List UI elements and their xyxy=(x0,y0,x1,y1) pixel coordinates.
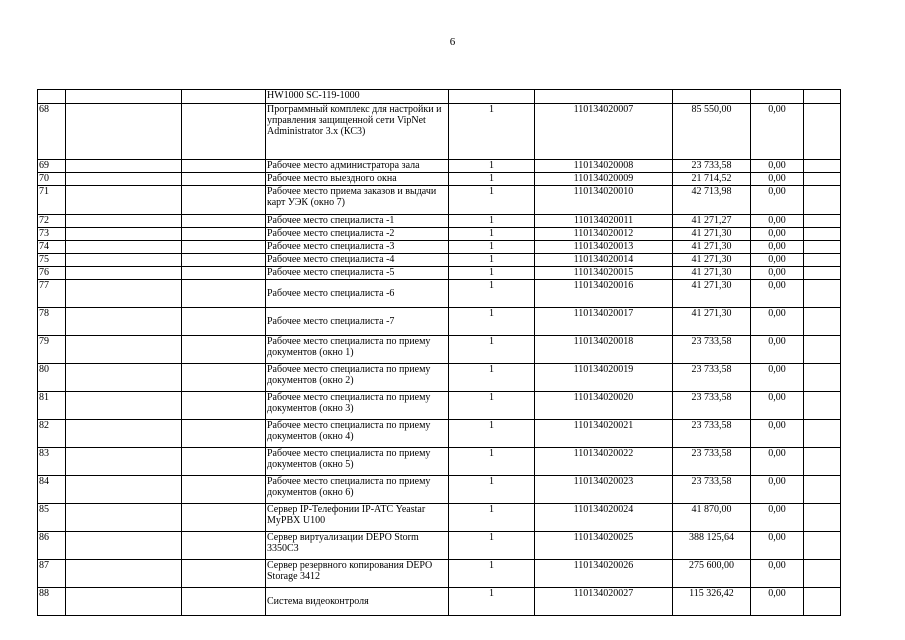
cell-empty-1 xyxy=(66,90,182,104)
table-row xyxy=(38,364,841,392)
cell-inv: 110134020023 xyxy=(535,476,673,504)
cell-num: 74 xyxy=(38,241,66,254)
cell-qty: 1 xyxy=(449,532,535,560)
cell-num: 78 xyxy=(38,308,66,336)
cell-qty: 1 xyxy=(449,336,535,364)
cell-empty-2 xyxy=(182,476,266,504)
cell-cost: 41 271,30 xyxy=(673,280,751,308)
cell-empty-2 xyxy=(182,420,266,448)
cell-cost: 115 326,42 xyxy=(673,588,751,616)
cell-empty-2 xyxy=(182,254,266,267)
cell-depr: 0,00 xyxy=(751,532,804,560)
cell-inv: 110134020015 xyxy=(535,267,673,280)
cell-name: Рабочее место специалиста -5 xyxy=(266,267,449,280)
cell-empty-3 xyxy=(804,241,841,254)
cell-depr: 0,00 xyxy=(751,254,804,267)
table-row xyxy=(38,104,841,160)
cell-cost: 23 733,58 xyxy=(673,336,751,364)
cell-cost: 21 714,52 xyxy=(673,173,751,186)
cell-empty-2 xyxy=(182,186,266,215)
cell-empty-1 xyxy=(66,420,182,448)
asset-table xyxy=(37,89,841,616)
cell-depr: 0,00 xyxy=(751,215,804,228)
cell-name: Сервер резервного копирования DEPO Storage 3412 xyxy=(266,560,449,588)
cell-cost: 23 733,58 xyxy=(673,364,751,392)
cell-qty: 1 xyxy=(449,588,535,616)
table-row xyxy=(38,241,841,254)
cell-empty-1 xyxy=(66,280,182,308)
cell-qty: 1 xyxy=(449,364,535,392)
cell-empty-1 xyxy=(66,104,182,160)
cell-empty-1 xyxy=(66,215,182,228)
cell-num: 84 xyxy=(38,476,66,504)
cell-empty-1 xyxy=(66,241,182,254)
cell-empty-1 xyxy=(66,448,182,476)
cell-empty-1 xyxy=(66,267,182,280)
cell-cost: 41 870,00 xyxy=(673,504,751,532)
cell-num: 73 xyxy=(38,228,66,241)
cell-empty-1 xyxy=(66,364,182,392)
cell-depr: 0,00 xyxy=(751,280,804,308)
cell-empty-3 xyxy=(804,560,841,588)
cell-depr: 0,00 xyxy=(751,364,804,392)
cell-inv: 110134020008 xyxy=(535,160,673,173)
cell-depr xyxy=(751,90,804,104)
cell-qty: 1 xyxy=(449,476,535,504)
cell-name: HW1000 SC-119-1000 xyxy=(266,90,449,104)
cell-cost: 23 733,58 xyxy=(673,160,751,173)
cell-cost: 41 271,27 xyxy=(673,215,751,228)
cell-num: 80 xyxy=(38,364,66,392)
table-row xyxy=(38,215,841,228)
cell-qty xyxy=(449,90,535,104)
table-row xyxy=(38,588,841,616)
cell-empty-2 xyxy=(182,241,266,254)
cell-cost: 41 271,30 xyxy=(673,308,751,336)
cell-num: 68 xyxy=(38,104,66,160)
cell-name: Сервер виртуализации DEPO Storm 3350C3 xyxy=(266,532,449,560)
cell-depr: 0,00 xyxy=(751,267,804,280)
cell-name: Рабочее место специалиста -7 xyxy=(266,308,449,336)
table-row xyxy=(38,392,841,420)
cell-num: 83 xyxy=(38,448,66,476)
cell-name: Рабочее место специалиста по приему документов (окно 6) xyxy=(266,476,449,504)
cell-inv: 110134020009 xyxy=(535,173,673,186)
cell-empty-3 xyxy=(804,90,841,104)
cell-num: 81 xyxy=(38,392,66,420)
cell-qty: 1 xyxy=(449,267,535,280)
cell-empty-2 xyxy=(182,267,266,280)
cell-empty-3 xyxy=(804,504,841,532)
table-body xyxy=(38,90,841,616)
cell-num: 75 xyxy=(38,254,66,267)
cell-depr: 0,00 xyxy=(751,504,804,532)
table-row xyxy=(38,476,841,504)
cell-num: 72 xyxy=(38,215,66,228)
cell-inv: 110134020007 xyxy=(535,104,673,160)
cell-cost: 41 271,30 xyxy=(673,267,751,280)
cell-empty-2 xyxy=(182,364,266,392)
cell-cost: 23 733,58 xyxy=(673,392,751,420)
cell-empty-1 xyxy=(66,336,182,364)
cell-cost: 85 550,00 xyxy=(673,104,751,160)
cell-cost: 41 271,30 xyxy=(673,241,751,254)
cell-depr: 0,00 xyxy=(751,308,804,336)
cell-empty-2 xyxy=(182,173,266,186)
cell-qty: 1 xyxy=(449,228,535,241)
cell-cost: 23 733,58 xyxy=(673,476,751,504)
cell-empty-1 xyxy=(66,308,182,336)
cell-name: Сервер IP-Телефонии IP-АТС Yeastar MyPBX U100 xyxy=(266,504,449,532)
cell-empty-2 xyxy=(182,336,266,364)
cell-cost: 23 733,58 xyxy=(673,448,751,476)
table-row xyxy=(38,254,841,267)
cell-empty-1 xyxy=(66,228,182,241)
cell-name: Рабочее место специалиста по приему документов (окно 1) xyxy=(266,336,449,364)
cell-empty-2 xyxy=(182,504,266,532)
cell-depr: 0,00 xyxy=(751,588,804,616)
cell-num: 87 xyxy=(38,560,66,588)
cell-empty-2 xyxy=(182,160,266,173)
cell-empty-3 xyxy=(804,186,841,215)
table-row xyxy=(38,336,841,364)
cell-name: Рабочее место специалиста по приему документов (окно 5) xyxy=(266,448,449,476)
cell-empty-3 xyxy=(804,267,841,280)
cell-qty: 1 xyxy=(449,215,535,228)
cell-depr: 0,00 xyxy=(751,560,804,588)
cell-empty-2 xyxy=(182,308,266,336)
cell-qty: 1 xyxy=(449,241,535,254)
cell-empty-2 xyxy=(182,215,266,228)
cell-depr: 0,00 xyxy=(751,160,804,173)
cell-num: 86 xyxy=(38,532,66,560)
cell-cost: 23 733,58 xyxy=(673,420,751,448)
cell-inv: 110134020017 xyxy=(535,308,673,336)
cell-empty-1 xyxy=(66,160,182,173)
cell-empty-3 xyxy=(804,420,841,448)
cell-empty-3 xyxy=(804,392,841,420)
table-row xyxy=(38,173,841,186)
cell-num: 69 xyxy=(38,160,66,173)
cell-num: 85 xyxy=(38,504,66,532)
cell-empty-2 xyxy=(182,90,266,104)
cell-name: Программный комплекс для настройки и управления защищенной сети VipNet Administrator 3.x (КС3) xyxy=(266,104,449,160)
cell-name: Рабочее место специалиста -1 xyxy=(266,215,449,228)
cell-inv: 110134020011 xyxy=(535,215,673,228)
table-row xyxy=(38,448,841,476)
cell-inv: 110134020020 xyxy=(535,392,673,420)
cell-empty-3 xyxy=(804,254,841,267)
table-row xyxy=(38,186,841,215)
cell-empty-2 xyxy=(182,392,266,420)
cell-qty: 1 xyxy=(449,173,535,186)
cell-name: Рабочее место специалиста -3 xyxy=(266,241,449,254)
cell-name: Рабочее место специалиста -2 xyxy=(266,228,449,241)
cell-name: Система видеоконтроля xyxy=(266,588,449,616)
cell-empty-3 xyxy=(804,308,841,336)
table-row xyxy=(38,280,841,308)
cell-cost: 41 271,30 xyxy=(673,254,751,267)
cell-depr: 0,00 xyxy=(751,392,804,420)
cell-depr: 0,00 xyxy=(751,448,804,476)
cell-depr: 0,00 xyxy=(751,336,804,364)
table-row-continuation xyxy=(38,90,841,104)
cell-name: Рабочее место специалиста по приему документов (окно 3) xyxy=(266,392,449,420)
cell-qty: 1 xyxy=(449,392,535,420)
cell-empty-3 xyxy=(804,448,841,476)
cell-depr: 0,00 xyxy=(751,476,804,504)
cell-empty-1 xyxy=(66,476,182,504)
cell-cost: 42 713,98 xyxy=(673,186,751,215)
cell-empty-1 xyxy=(66,254,182,267)
cell-inv: 110134020022 xyxy=(535,448,673,476)
cell-empty-3 xyxy=(804,280,841,308)
cell-inv: 110134020016 xyxy=(535,280,673,308)
cell-qty: 1 xyxy=(449,560,535,588)
cell-empty-2 xyxy=(182,228,266,241)
cell-empty-1 xyxy=(66,504,182,532)
cell-cost xyxy=(673,90,751,104)
cell-num: 79 xyxy=(38,336,66,364)
cell-empty-1 xyxy=(66,186,182,215)
cell-empty-3 xyxy=(804,588,841,616)
cell-empty-3 xyxy=(804,104,841,160)
table-row xyxy=(38,504,841,532)
cell-empty-2 xyxy=(182,448,266,476)
cell-qty: 1 xyxy=(449,420,535,448)
cell-empty-2 xyxy=(182,532,266,560)
cell-name: Рабочее место выездного окна xyxy=(266,173,449,186)
cell-inv: 110134020019 xyxy=(535,364,673,392)
cell-inv: 110134020021 xyxy=(535,420,673,448)
cell-empty-1 xyxy=(66,392,182,420)
cell-num: 77 xyxy=(38,280,66,308)
cell-empty-1 xyxy=(66,560,182,588)
cell-empty-2 xyxy=(182,280,266,308)
table-row xyxy=(38,267,841,280)
cell-depr: 0,00 xyxy=(751,241,804,254)
page-number: 6 xyxy=(449,36,456,48)
cell-empty-1 xyxy=(66,588,182,616)
cell-depr: 0,00 xyxy=(751,104,804,160)
cell-inv: 110134020025 xyxy=(535,532,673,560)
cell-empty-1 xyxy=(66,532,182,560)
cell-name: Рабочее место администратора зала xyxy=(266,160,449,173)
cell-qty: 1 xyxy=(449,186,535,215)
cell-depr: 0,00 xyxy=(751,420,804,448)
cell-qty: 1 xyxy=(449,504,535,532)
cell-qty: 1 xyxy=(449,448,535,476)
cell-inv: 110134020024 xyxy=(535,504,673,532)
cell-depr: 0,00 xyxy=(751,186,804,215)
cell-name: Рабочее место специалиста -4 xyxy=(266,254,449,267)
cell-cost: 275 600,00 xyxy=(673,560,751,588)
cell-empty-3 xyxy=(804,532,841,560)
cell-empty-2 xyxy=(182,588,266,616)
cell-empty-2 xyxy=(182,104,266,160)
cell-empty-3 xyxy=(804,336,841,364)
cell-inv: 110134020012 xyxy=(535,228,673,241)
table-row xyxy=(38,532,841,560)
cell-cost: 388 125,64 xyxy=(673,532,751,560)
cell-empty-3 xyxy=(804,228,841,241)
cell-num: 76 xyxy=(38,267,66,280)
table-row xyxy=(38,560,841,588)
cell-empty-1 xyxy=(66,173,182,186)
cell-empty-3 xyxy=(804,215,841,228)
cell-depr: 0,00 xyxy=(751,173,804,186)
cell-inv: 110134020018 xyxy=(535,336,673,364)
cell-num: 82 xyxy=(38,420,66,448)
cell-empty-2 xyxy=(182,560,266,588)
cell-empty-3 xyxy=(804,160,841,173)
cell-qty: 1 xyxy=(449,308,535,336)
cell-empty-3 xyxy=(804,476,841,504)
cell-name: Рабочее место приема заказов и выдачи карт УЭК (окно 7) xyxy=(266,186,449,215)
table-row xyxy=(38,228,841,241)
cell-inv: 110134020010 xyxy=(535,186,673,215)
cell-cost: 41 271,30 xyxy=(673,228,751,241)
cell-inv: 110134020026 xyxy=(535,560,673,588)
cell-inv: 110134020027 xyxy=(535,588,673,616)
cell-depr: 0,00 xyxy=(751,228,804,241)
table-row xyxy=(38,308,841,336)
cell-qty: 1 xyxy=(449,160,535,173)
cell-num: 71 xyxy=(38,186,66,215)
cell-name: Рабочее место специалиста -6 xyxy=(266,280,449,308)
table-row xyxy=(38,420,841,448)
cell-empty-3 xyxy=(804,364,841,392)
cell-empty-3 xyxy=(804,173,841,186)
cell-num: 88 xyxy=(38,588,66,616)
cell-inv: 110134020013 xyxy=(535,241,673,254)
cell-num: 70 xyxy=(38,173,66,186)
cell-qty: 1 xyxy=(449,280,535,308)
table-row xyxy=(38,160,841,173)
cell-name: Рабочее место специалиста по приему документов (окно 2) xyxy=(266,364,449,392)
cell-num xyxy=(38,90,66,104)
cell-qty: 1 xyxy=(449,104,535,160)
cell-qty: 1 xyxy=(449,254,535,267)
cell-name: Рабочее место специалиста по приему документов (окно 4) xyxy=(266,420,449,448)
cell-inv: 110134020014 xyxy=(535,254,673,267)
cell-inv xyxy=(535,90,673,104)
